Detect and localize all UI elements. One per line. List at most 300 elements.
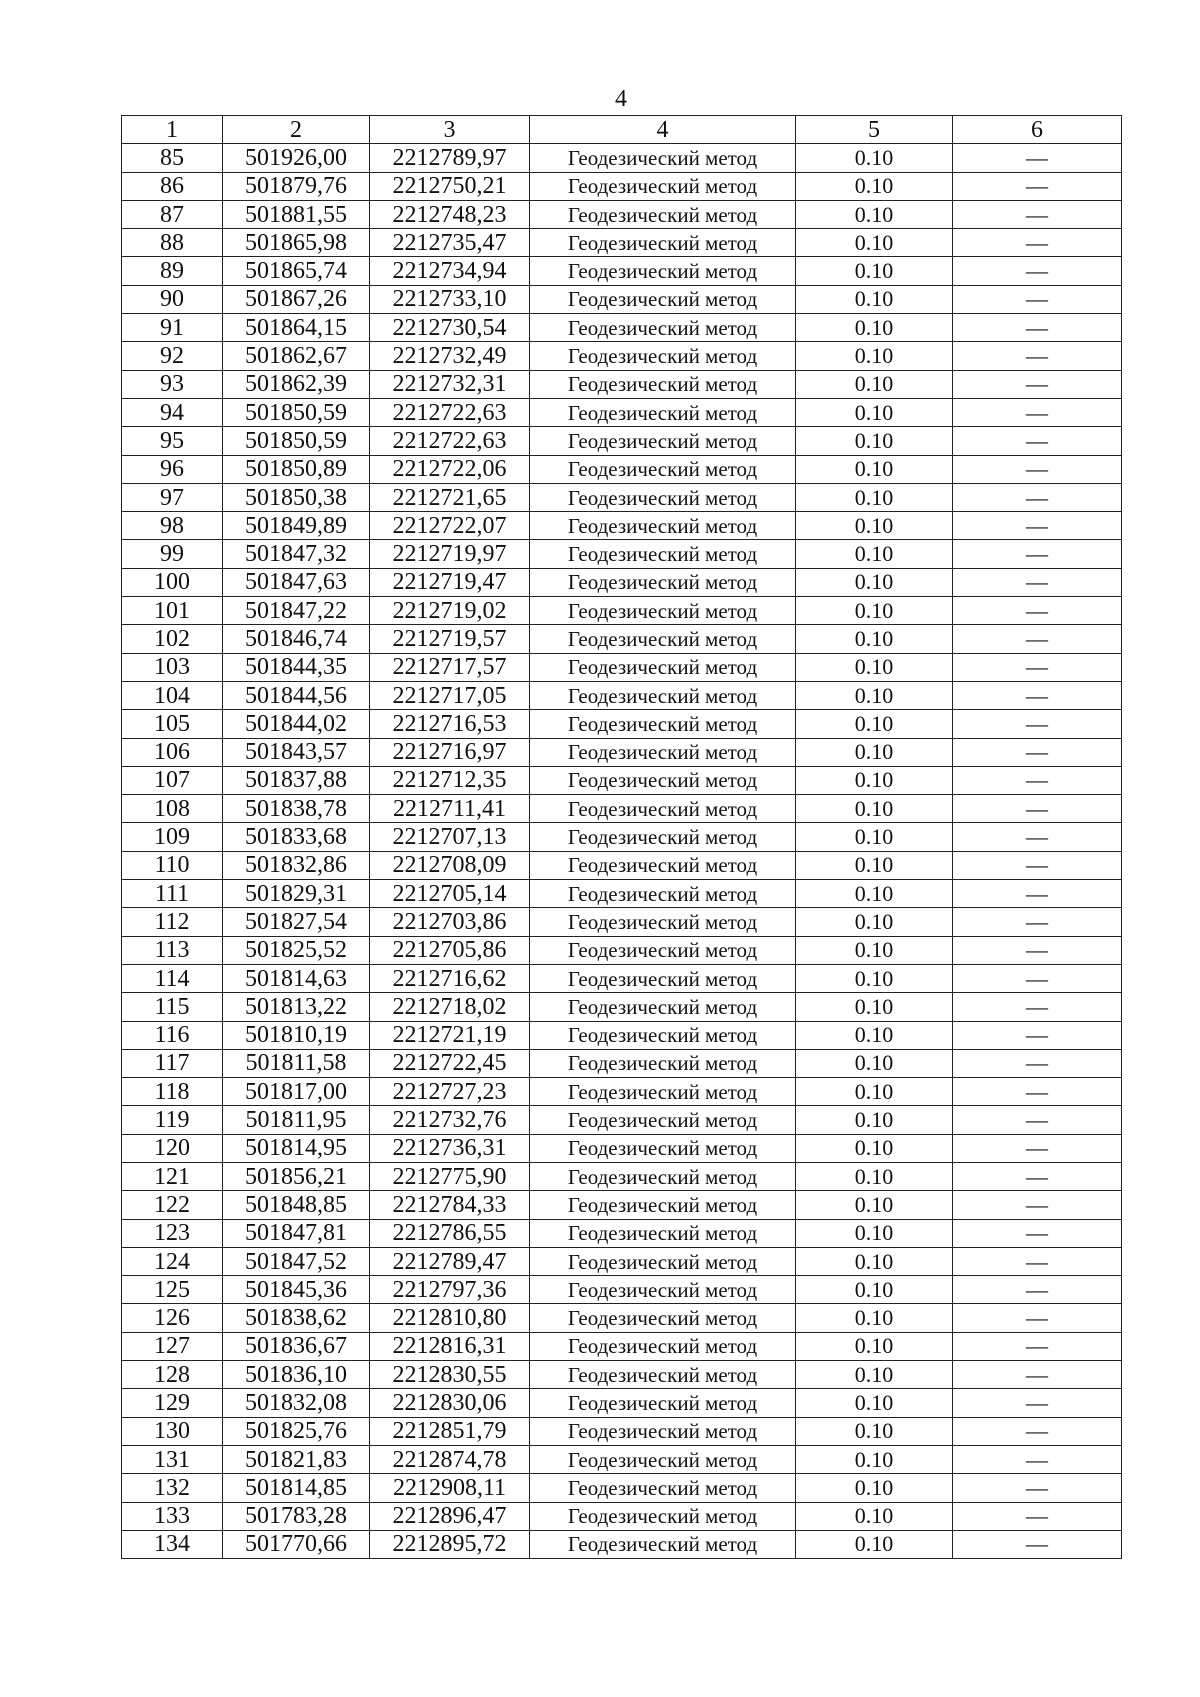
x-coordinate-cell: 501862,39 xyxy=(223,370,370,398)
accuracy-cell: 0.10 xyxy=(796,1078,953,1106)
accuracy-cell: 0.10 xyxy=(796,993,953,1021)
x-coordinate-cell: 501867,26 xyxy=(223,285,370,313)
point-number-cell: 127 xyxy=(122,1332,223,1360)
y-coordinate-cell: 2212735,47 xyxy=(370,229,530,257)
y-coordinate-cell: 2212748,23 xyxy=(370,200,530,228)
point-number-cell: 129 xyxy=(122,1389,223,1417)
x-coordinate-cell: 501838,62 xyxy=(223,1304,370,1332)
x-coordinate-cell: 501783,28 xyxy=(223,1502,370,1530)
coordinates-table xyxy=(121,115,1122,1559)
table-row xyxy=(122,597,1122,625)
table-row xyxy=(122,398,1122,426)
table-row xyxy=(122,880,1122,908)
method-cell: Геодезический метод xyxy=(530,314,796,342)
accuracy-cell: 0.10 xyxy=(796,710,953,738)
accuracy-cell: 0.10 xyxy=(796,653,953,681)
point-number-cell: 120 xyxy=(122,1134,223,1162)
x-coordinate-cell: 501832,86 xyxy=(223,851,370,879)
y-coordinate-cell: 2212797,36 xyxy=(370,1276,530,1304)
y-coordinate-cell: 2212816,31 xyxy=(370,1332,530,1360)
accuracy-cell: 0.10 xyxy=(796,1276,953,1304)
x-coordinate-cell: 501836,67 xyxy=(223,1332,370,1360)
x-coordinate-cell: 501814,85 xyxy=(223,1474,370,1502)
method-cell: Геодезический метод xyxy=(530,964,796,992)
y-coordinate-cell: 2212719,57 xyxy=(370,625,530,653)
accuracy-cell: 0.10 xyxy=(796,172,953,200)
table-row xyxy=(122,964,1122,992)
point-number-cell: 108 xyxy=(122,795,223,823)
point-number-cell: 123 xyxy=(122,1219,223,1247)
y-coordinate-cell: 2212775,90 xyxy=(370,1162,530,1190)
method-cell: Геодезический метод xyxy=(530,795,796,823)
note-cell: — xyxy=(953,795,1122,823)
method-cell: Геодезический метод xyxy=(530,1021,796,1049)
point-number-cell: 92 xyxy=(122,342,223,370)
x-coordinate-cell: 501847,63 xyxy=(223,568,370,596)
table-row xyxy=(122,738,1122,766)
header-cell-2: 2 xyxy=(223,116,370,144)
method-cell: Геодезический метод xyxy=(530,200,796,228)
note-cell: — xyxy=(953,1021,1122,1049)
point-number-cell: 119 xyxy=(122,1106,223,1134)
table-row xyxy=(122,172,1122,200)
note-cell: — xyxy=(953,1049,1122,1077)
note-cell: — xyxy=(953,653,1122,681)
accuracy-cell: 0.10 xyxy=(796,483,953,511)
header-cell-4: 4 xyxy=(530,116,796,144)
accuracy-cell: 0.10 xyxy=(796,908,953,936)
table-row xyxy=(122,285,1122,313)
point-number-cell: 96 xyxy=(122,455,223,483)
point-number-cell: 122 xyxy=(122,1191,223,1219)
note-cell: — xyxy=(953,823,1122,851)
table-body xyxy=(122,144,1122,1559)
point-number-cell: 88 xyxy=(122,229,223,257)
table-row xyxy=(122,1247,1122,1275)
method-cell: Геодезический метод xyxy=(530,625,796,653)
note-cell: — xyxy=(953,229,1122,257)
method-cell: Геодезический метод xyxy=(530,342,796,370)
note-cell: — xyxy=(953,936,1122,964)
table-row xyxy=(122,229,1122,257)
point-number-cell: 85 xyxy=(122,144,223,172)
note-cell: — xyxy=(953,1304,1122,1332)
table-row xyxy=(122,908,1122,936)
method-cell: Геодезический метод xyxy=(530,1361,796,1389)
y-coordinate-cell: 2212716,97 xyxy=(370,738,530,766)
accuracy-cell: 0.10 xyxy=(796,851,953,879)
header-cell-6: 6 xyxy=(953,116,1122,144)
accuracy-cell: 0.10 xyxy=(796,144,953,172)
y-coordinate-cell: 2212705,86 xyxy=(370,936,530,964)
accuracy-cell: 0.10 xyxy=(796,880,953,908)
header-cell-5: 5 xyxy=(796,116,953,144)
note-cell: — xyxy=(953,1361,1122,1389)
note-cell: — xyxy=(953,1162,1122,1190)
point-number-cell: 125 xyxy=(122,1276,223,1304)
method-cell: Геодезический метод xyxy=(530,1276,796,1304)
x-coordinate-cell: 501811,58 xyxy=(223,1049,370,1077)
accuracy-cell: 0.10 xyxy=(796,1162,953,1190)
note-cell: — xyxy=(953,314,1122,342)
note-cell: — xyxy=(953,851,1122,879)
y-coordinate-cell: 2212719,97 xyxy=(370,540,530,568)
y-coordinate-cell: 2212734,94 xyxy=(370,257,530,285)
point-number-cell: 131 xyxy=(122,1445,223,1473)
y-coordinate-cell: 2212830,55 xyxy=(370,1361,530,1389)
accuracy-cell: 0.10 xyxy=(796,1247,953,1275)
method-cell: Геодезический метод xyxy=(530,172,796,200)
x-coordinate-cell: 501844,02 xyxy=(223,710,370,738)
method-cell: Геодезический метод xyxy=(530,257,796,285)
note-cell: — xyxy=(953,568,1122,596)
accuracy-cell: 0.10 xyxy=(796,568,953,596)
table-row xyxy=(122,993,1122,1021)
method-cell: Геодезический метод xyxy=(530,1417,796,1445)
method-cell: Геодезический метод xyxy=(530,512,796,540)
method-cell: Геодезический метод xyxy=(530,483,796,511)
y-coordinate-cell: 2212722,45 xyxy=(370,1049,530,1077)
note-cell: — xyxy=(953,880,1122,908)
note-cell: — xyxy=(953,144,1122,172)
x-coordinate-cell: 501844,56 xyxy=(223,681,370,709)
point-number-cell: 121 xyxy=(122,1162,223,1190)
accuracy-cell: 0.10 xyxy=(796,285,953,313)
table-row xyxy=(122,1502,1122,1530)
note-cell: — xyxy=(953,766,1122,794)
table-row xyxy=(122,1162,1122,1190)
accuracy-cell: 0.10 xyxy=(796,823,953,851)
point-number-cell: 110 xyxy=(122,851,223,879)
table-row xyxy=(122,540,1122,568)
method-cell: Геодезический метод xyxy=(530,427,796,455)
table-row xyxy=(122,200,1122,228)
x-coordinate-cell: 501825,76 xyxy=(223,1417,370,1445)
table-row xyxy=(122,370,1122,398)
method-cell: Геодезический метод xyxy=(530,1332,796,1360)
y-coordinate-cell: 2212719,02 xyxy=(370,597,530,625)
table-row xyxy=(122,1389,1122,1417)
table-row xyxy=(122,1417,1122,1445)
table-row xyxy=(122,1304,1122,1332)
accuracy-cell: 0.10 xyxy=(796,229,953,257)
method-cell: Геодезический метод xyxy=(530,1191,796,1219)
accuracy-cell: 0.10 xyxy=(796,512,953,540)
x-coordinate-cell: 501843,57 xyxy=(223,738,370,766)
note-cell: — xyxy=(953,1502,1122,1530)
accuracy-cell: 0.10 xyxy=(796,200,953,228)
x-coordinate-cell: 501811,95 xyxy=(223,1106,370,1134)
y-coordinate-cell: 2212750,21 xyxy=(370,172,530,200)
method-cell: Геодезический метод xyxy=(530,993,796,1021)
page-number: 4 xyxy=(615,86,627,112)
x-coordinate-cell: 501827,54 xyxy=(223,908,370,936)
note-cell: — xyxy=(953,1276,1122,1304)
y-coordinate-cell: 2212721,65 xyxy=(370,483,530,511)
table-row xyxy=(122,512,1122,540)
point-number-cell: 109 xyxy=(122,823,223,851)
point-number-cell: 112 xyxy=(122,908,223,936)
x-coordinate-cell: 501821,83 xyxy=(223,1445,370,1473)
x-coordinate-cell: 501850,59 xyxy=(223,398,370,426)
y-coordinate-cell: 2212786,55 xyxy=(370,1219,530,1247)
method-cell: Геодезический метод xyxy=(530,597,796,625)
note-cell: — xyxy=(953,483,1122,511)
accuracy-cell: 0.10 xyxy=(796,964,953,992)
table-row xyxy=(122,625,1122,653)
note-cell: — xyxy=(953,285,1122,313)
note-cell: — xyxy=(953,964,1122,992)
y-coordinate-cell: 2212722,06 xyxy=(370,455,530,483)
note-cell: — xyxy=(953,908,1122,936)
point-number-cell: 105 xyxy=(122,710,223,738)
method-cell: Геодезический метод xyxy=(530,766,796,794)
note-cell: — xyxy=(953,1106,1122,1134)
y-coordinate-cell: 2212712,35 xyxy=(370,766,530,794)
note-cell: — xyxy=(953,257,1122,285)
table-row xyxy=(122,144,1122,172)
table-row xyxy=(122,851,1122,879)
method-cell: Геодезический метод xyxy=(530,1247,796,1275)
point-number-cell: 134 xyxy=(122,1530,223,1558)
note-cell: — xyxy=(953,172,1122,200)
point-number-cell: 90 xyxy=(122,285,223,313)
accuracy-cell: 0.10 xyxy=(796,1021,953,1049)
accuracy-cell: 0.10 xyxy=(796,1474,953,1502)
accuracy-cell: 0.10 xyxy=(796,1304,953,1332)
table-row xyxy=(122,653,1122,681)
y-coordinate-cell: 2212708,09 xyxy=(370,851,530,879)
method-cell: Геодезический метод xyxy=(530,936,796,964)
header-cell-3: 3 xyxy=(370,116,530,144)
point-number-cell: 101 xyxy=(122,597,223,625)
accuracy-cell: 0.10 xyxy=(796,766,953,794)
point-number-cell: 124 xyxy=(122,1247,223,1275)
method-cell: Геодезический метод xyxy=(530,1078,796,1106)
y-coordinate-cell: 2212732,31 xyxy=(370,370,530,398)
x-coordinate-cell: 501847,22 xyxy=(223,597,370,625)
note-cell: — xyxy=(953,1219,1122,1247)
y-coordinate-cell: 2212895,72 xyxy=(370,1530,530,1558)
table-row xyxy=(122,936,1122,964)
accuracy-cell: 0.10 xyxy=(796,1332,953,1360)
method-cell: Геодезический метод xyxy=(530,540,796,568)
point-number-cell: 106 xyxy=(122,738,223,766)
point-number-cell: 130 xyxy=(122,1417,223,1445)
point-number-cell: 100 xyxy=(122,568,223,596)
table-header-row xyxy=(122,116,1122,144)
table-row xyxy=(122,823,1122,851)
accuracy-cell: 0.10 xyxy=(796,1106,953,1134)
y-coordinate-cell: 2212789,47 xyxy=(370,1247,530,1275)
y-coordinate-cell: 2212733,10 xyxy=(370,285,530,313)
method-cell: Геодезический метод xyxy=(530,1134,796,1162)
x-coordinate-cell: 501837,88 xyxy=(223,766,370,794)
point-number-cell: 107 xyxy=(122,766,223,794)
method-cell: Геодезический метод xyxy=(530,229,796,257)
method-cell: Геодезический метод xyxy=(530,1219,796,1247)
y-coordinate-cell: 2212721,19 xyxy=(370,1021,530,1049)
accuracy-cell: 0.10 xyxy=(796,795,953,823)
method-cell: Геодезический метод xyxy=(530,1389,796,1417)
y-coordinate-cell: 2212789,97 xyxy=(370,144,530,172)
y-coordinate-cell: 2212719,47 xyxy=(370,568,530,596)
note-cell: — xyxy=(953,455,1122,483)
y-coordinate-cell: 2212784,33 xyxy=(370,1191,530,1219)
table-row xyxy=(122,1361,1122,1389)
accuracy-cell: 0.10 xyxy=(796,540,953,568)
accuracy-cell: 0.10 xyxy=(796,1530,953,1558)
x-coordinate-cell: 501865,98 xyxy=(223,229,370,257)
y-coordinate-cell: 2212716,62 xyxy=(370,964,530,992)
x-coordinate-cell: 501864,15 xyxy=(223,314,370,342)
point-number-cell: 114 xyxy=(122,964,223,992)
method-cell: Геодезический метод xyxy=(530,398,796,426)
point-number-cell: 113 xyxy=(122,936,223,964)
method-cell: Геодезический метод xyxy=(530,455,796,483)
point-number-cell: 102 xyxy=(122,625,223,653)
x-coordinate-cell: 501845,36 xyxy=(223,1276,370,1304)
y-coordinate-cell: 2212736,31 xyxy=(370,1134,530,1162)
accuracy-cell: 0.10 xyxy=(796,597,953,625)
x-coordinate-cell: 501847,81 xyxy=(223,1219,370,1247)
note-cell: — xyxy=(953,597,1122,625)
table-row xyxy=(122,1049,1122,1077)
x-coordinate-cell: 501770,66 xyxy=(223,1530,370,1558)
table-row xyxy=(122,1276,1122,1304)
point-number-cell: 98 xyxy=(122,512,223,540)
note-cell: — xyxy=(953,427,1122,455)
method-cell: Геодезический метод xyxy=(530,568,796,596)
point-number-cell: 97 xyxy=(122,483,223,511)
accuracy-cell: 0.10 xyxy=(796,738,953,766)
x-coordinate-cell: 501817,00 xyxy=(223,1078,370,1106)
y-coordinate-cell: 2212830,06 xyxy=(370,1389,530,1417)
point-number-cell: 89 xyxy=(122,257,223,285)
point-number-cell: 87 xyxy=(122,200,223,228)
y-coordinate-cell: 2212727,23 xyxy=(370,1078,530,1106)
x-coordinate-cell: 501881,55 xyxy=(223,200,370,228)
note-cell: — xyxy=(953,1247,1122,1275)
method-cell: Геодезический метод xyxy=(530,653,796,681)
y-coordinate-cell: 2212810,80 xyxy=(370,1304,530,1332)
accuracy-cell: 0.10 xyxy=(796,427,953,455)
x-coordinate-cell: 501846,74 xyxy=(223,625,370,653)
x-coordinate-cell: 501850,89 xyxy=(223,455,370,483)
table-row xyxy=(122,1445,1122,1473)
y-coordinate-cell: 2212851,79 xyxy=(370,1417,530,1445)
x-coordinate-cell: 501849,89 xyxy=(223,512,370,540)
x-coordinate-cell: 501825,52 xyxy=(223,936,370,964)
x-coordinate-cell: 501814,63 xyxy=(223,964,370,992)
x-coordinate-cell: 501829,31 xyxy=(223,880,370,908)
accuracy-cell: 0.10 xyxy=(796,1389,953,1417)
x-coordinate-cell: 501850,59 xyxy=(223,427,370,455)
point-number-cell: 126 xyxy=(122,1304,223,1332)
method-cell: Геодезический метод xyxy=(530,1162,796,1190)
table-row xyxy=(122,710,1122,738)
method-cell: Геодезический метод xyxy=(530,1502,796,1530)
accuracy-cell: 0.10 xyxy=(796,1361,953,1389)
accuracy-cell: 0.10 xyxy=(796,1219,953,1247)
note-cell: — xyxy=(953,398,1122,426)
note-cell: — xyxy=(953,681,1122,709)
accuracy-cell: 0.10 xyxy=(796,314,953,342)
table-row xyxy=(122,1530,1122,1558)
y-coordinate-cell: 2212716,53 xyxy=(370,710,530,738)
x-coordinate-cell: 501848,85 xyxy=(223,1191,370,1219)
table-row xyxy=(122,1078,1122,1106)
note-cell: — xyxy=(953,1389,1122,1417)
table-row xyxy=(122,1332,1122,1360)
y-coordinate-cell: 2212896,47 xyxy=(370,1502,530,1530)
point-number-cell: 132 xyxy=(122,1474,223,1502)
point-number-cell: 133 xyxy=(122,1502,223,1530)
note-cell: — xyxy=(953,1417,1122,1445)
x-coordinate-cell: 501865,74 xyxy=(223,257,370,285)
table-row xyxy=(122,681,1122,709)
method-cell: Геодезический метод xyxy=(530,681,796,709)
x-coordinate-cell: 501832,08 xyxy=(223,1389,370,1417)
x-coordinate-cell: 501844,35 xyxy=(223,653,370,681)
table-row xyxy=(122,314,1122,342)
note-cell: — xyxy=(953,200,1122,228)
note-cell: — xyxy=(953,342,1122,370)
table-row xyxy=(122,1021,1122,1049)
point-number-cell: 128 xyxy=(122,1361,223,1389)
accuracy-cell: 0.10 xyxy=(796,1502,953,1530)
table-row xyxy=(122,1219,1122,1247)
x-coordinate-cell: 501850,38 xyxy=(223,483,370,511)
point-number-cell: 86 xyxy=(122,172,223,200)
y-coordinate-cell: 2212717,05 xyxy=(370,681,530,709)
note-cell: — xyxy=(953,1078,1122,1106)
y-coordinate-cell: 2212722,63 xyxy=(370,427,530,455)
x-coordinate-cell: 501926,00 xyxy=(223,144,370,172)
x-coordinate-cell: 501847,32 xyxy=(223,540,370,568)
method-cell: Геодезический метод xyxy=(530,1106,796,1134)
accuracy-cell: 0.10 xyxy=(796,342,953,370)
table-row xyxy=(122,427,1122,455)
method-cell: Геодезический метод xyxy=(530,1530,796,1558)
note-cell: — xyxy=(953,1445,1122,1473)
method-cell: Геодезический метод xyxy=(530,823,796,851)
point-number-cell: 95 xyxy=(122,427,223,455)
x-coordinate-cell: 501810,19 xyxy=(223,1021,370,1049)
y-coordinate-cell: 2212732,76 xyxy=(370,1106,530,1134)
header-cell-1: 1 xyxy=(122,116,223,144)
method-cell: Геодезический метод xyxy=(530,880,796,908)
accuracy-cell: 0.10 xyxy=(796,936,953,964)
note-cell: — xyxy=(953,1191,1122,1219)
y-coordinate-cell: 2212703,86 xyxy=(370,908,530,936)
note-cell: — xyxy=(953,512,1122,540)
y-coordinate-cell: 2212705,14 xyxy=(370,880,530,908)
point-number-cell: 99 xyxy=(122,540,223,568)
table-row xyxy=(122,1106,1122,1134)
y-coordinate-cell: 2212717,57 xyxy=(370,653,530,681)
method-cell: Геодезический метод xyxy=(530,1445,796,1473)
method-cell: Геодезический метод xyxy=(530,1304,796,1332)
note-cell: — xyxy=(953,1332,1122,1360)
table-row xyxy=(122,483,1122,511)
table-row xyxy=(122,766,1122,794)
accuracy-cell: 0.10 xyxy=(796,1445,953,1473)
point-number-cell: 103 xyxy=(122,653,223,681)
table-row xyxy=(122,1474,1122,1502)
note-cell: — xyxy=(953,1474,1122,1502)
method-cell: Геодезический метод xyxy=(530,1474,796,1502)
